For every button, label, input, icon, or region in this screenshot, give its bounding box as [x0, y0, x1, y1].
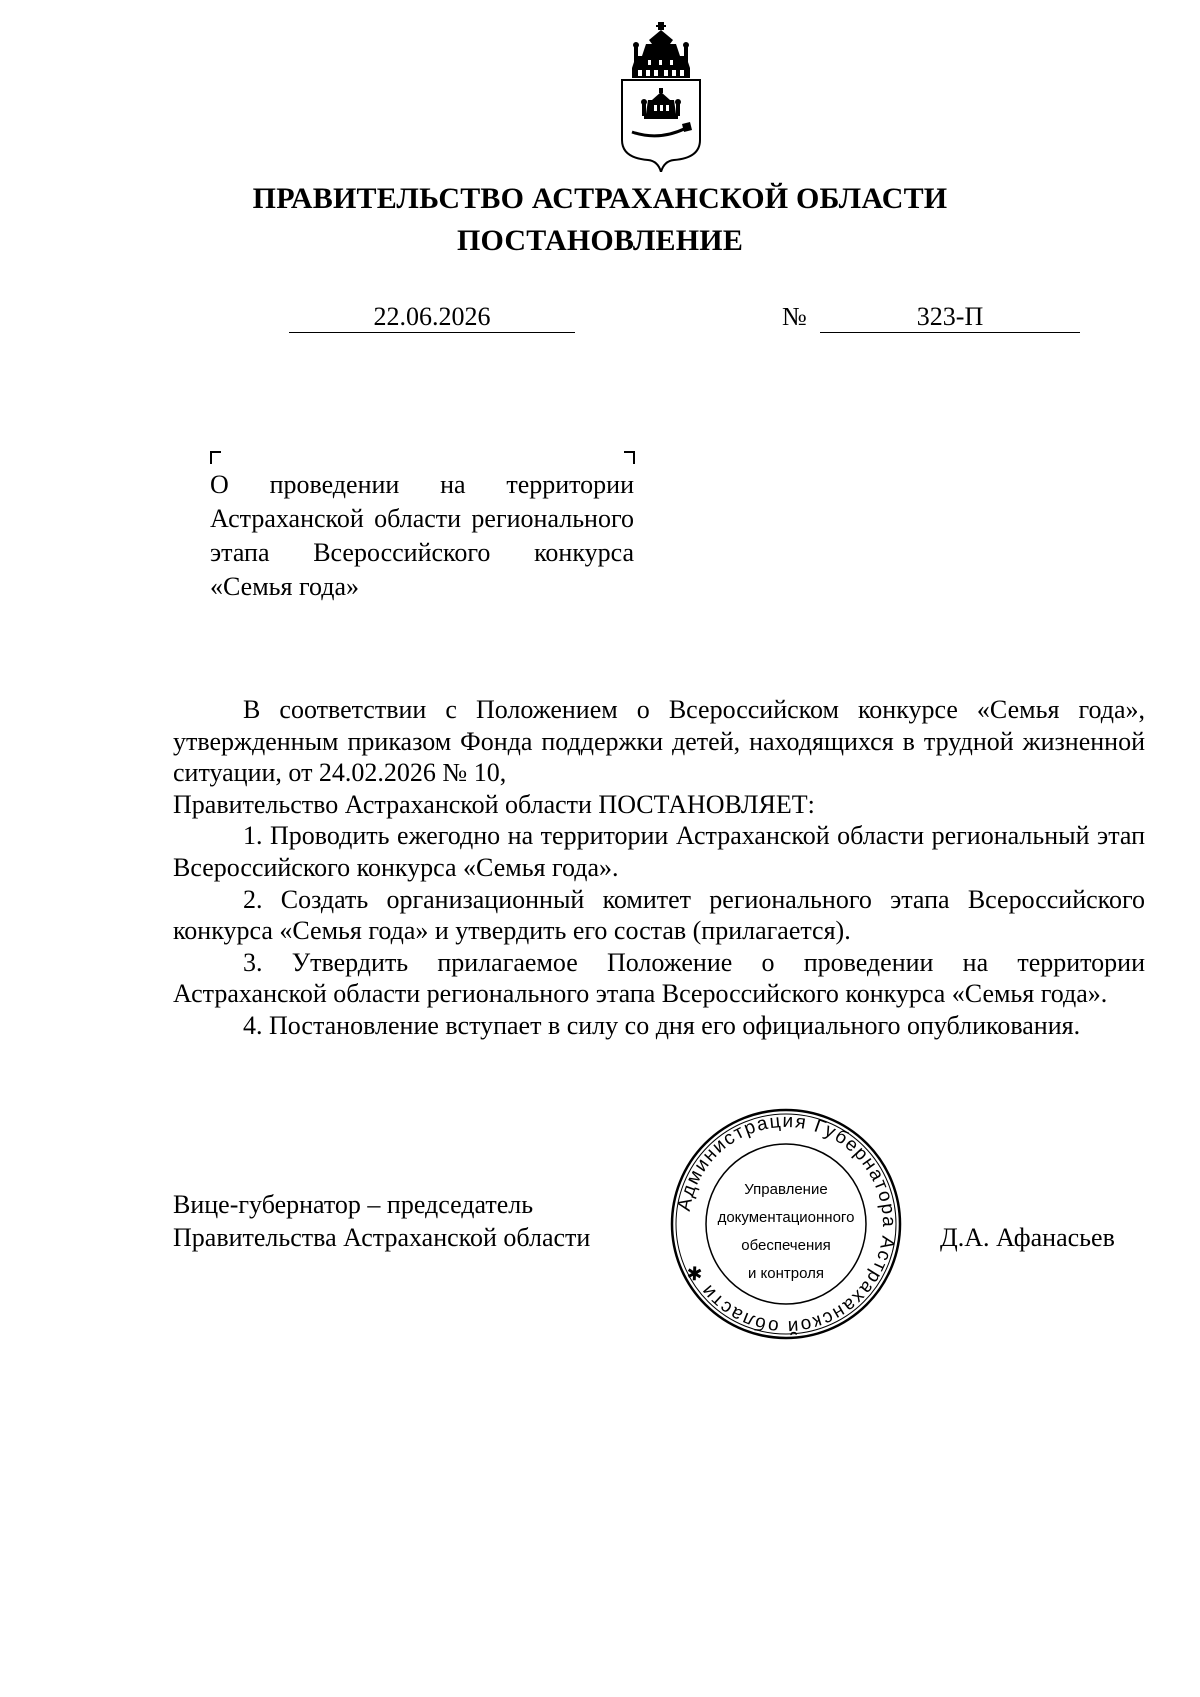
body-paragraph: 1. Проводить ежегодно на территории Астраханской области региональный этап Всероссийского конкурса «Семья года». — [173, 821, 1145, 882]
seal-inner-line: обеспечения — [741, 1237, 831, 1254]
signatory-name: Д.А. Афанасьев — [940, 1223, 1115, 1252]
signatory-title-line: Вице-губернатор – председатель — [173, 1190, 534, 1219]
subject-bracket-left — [210, 451, 221, 464]
seal-outer-text: Администрация Губернатора Астраханской области ✱ — [673, 1110, 900, 1338]
seal-inner-line: и контроля — [747, 1265, 825, 1282]
coat-of-arms-icon — [618, 22, 704, 172]
official-seal — [668, 1106, 904, 1342]
body-paragraph: 3. Утвердить прилагаемое Положение о проведении на территории Астраханской области регионального этапа Всероссийского конкурса «Семья года». — [173, 947, 1145, 1009]
document-date: 22.06.2026 — [289, 302, 575, 333]
document-type-title: ПОСТАНОВЛЕНИЕ — [456, 224, 744, 257]
body-paragraph: В соответствии с Положением о Всероссийском конкурсе «Семья года», утвержденным приказом Фонда поддержки детей, находящихся в трудной жизненной ситуации, от 24.02.2026 № 10, — [173, 695, 1145, 788]
document-subject: О проведении на территории Астраханской области регионального этапа Всероссийского конкурса «Семья года» — [210, 470, 634, 601]
seal-inner-line: документационного — [717, 1209, 855, 1226]
subject-bracket-right — [624, 451, 635, 464]
organization-title: ПРАВИТЕЛЬСТВО АСТРАХАНСКОЙ ОБЛАСТИ — [252, 182, 948, 215]
number-label: № — [782, 302, 807, 331]
body-paragraph: 2. Создать организационный комитет регионального этапа Всероссийского конкурса «Семья года» и утвердить его состав (прилагается). — [173, 884, 1145, 946]
document-body — [173, 694, 1145, 1042]
signatory-title — [173, 1188, 590, 1254]
body-paragraph: 4. Постановление вступает в силу со дня его официального опубликования. — [243, 1010, 1081, 1040]
signatory-title-line: Правительства Астраханской области — [173, 1223, 591, 1252]
body-paragraph: Правительство Астраханской области ПОСТАНОВЛЯЕТ: — [173, 789, 815, 819]
document-number: 323-П — [820, 302, 1080, 333]
seal-inner-line: Управление — [744, 1181, 828, 1198]
